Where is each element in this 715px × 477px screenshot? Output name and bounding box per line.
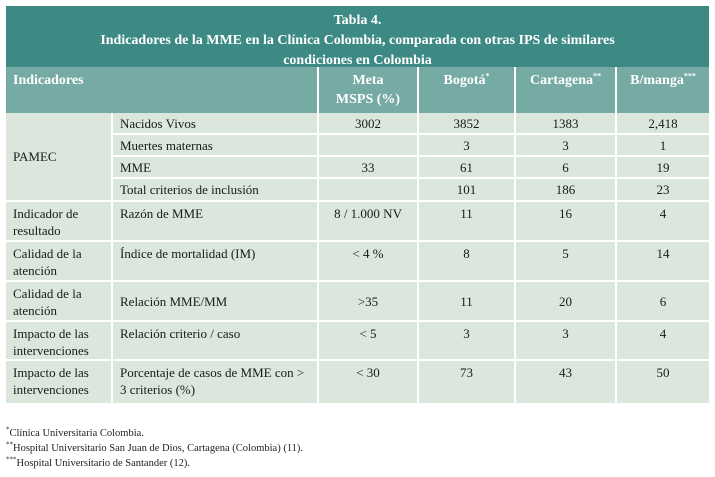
- header-cartagena-label: Cartagena: [530, 73, 594, 88]
- group-cell: Impacto de las intervenciones: [6, 361, 113, 405]
- bmanga-value: 4: [617, 322, 709, 361]
- footnote-mark: **: [6, 440, 13, 449]
- table-row: [6, 282, 709, 322]
- header-meta-line-2: MSPS (%): [335, 92, 401, 107]
- header-bogota: [419, 67, 516, 113]
- meta-value: >35: [319, 282, 419, 322]
- meta-value: < 5: [319, 322, 419, 361]
- header-row: [6, 67, 709, 113]
- meta-value: 3002: [319, 113, 419, 135]
- header-meta-line-1: Meta: [352, 73, 384, 88]
- header-bmanga-label: B/manga: [630, 73, 684, 88]
- table-row: [6, 242, 709, 282]
- cartagena-value: 16: [516, 202, 617, 242]
- indicator-label: Razón de MME: [113, 202, 319, 242]
- bogota-value: 73: [419, 361, 516, 405]
- bogota-value: 101: [419, 179, 516, 202]
- bmanga-value: 14: [617, 242, 709, 282]
- bogota-value: 11: [419, 282, 516, 322]
- meta-value: [319, 179, 419, 202]
- header-bmanga: [617, 67, 709, 113]
- table-number: Tabla 4.: [333, 13, 382, 28]
- table-title-line-2: condiciones en Colombia: [283, 53, 432, 68]
- table-row: [6, 361, 709, 405]
- meta-value: [319, 135, 419, 157]
- meta-value: < 4 %: [319, 242, 419, 282]
- footnote: [6, 426, 303, 441]
- cartagena-value: 1383: [516, 113, 617, 135]
- indicator-label: Relación MME/MM: [113, 282, 319, 322]
- bogota-value: 8: [419, 242, 516, 282]
- header-bmanga-mark: ***: [683, 71, 696, 81]
- footnotes: [6, 426, 303, 471]
- bmanga-value: 1: [617, 135, 709, 157]
- meta-value: 8 / 1.000 NV: [319, 202, 419, 242]
- bogota-value: 3: [419, 135, 516, 157]
- cartagena-value: 3: [516, 135, 617, 157]
- footnote: [6, 456, 303, 471]
- cartagena-value: 20: [516, 282, 617, 322]
- footnote-mark: ***: [6, 455, 17, 464]
- meta-value: < 30: [319, 361, 419, 405]
- indicator-label: Total criterios de inclusión: [113, 179, 319, 202]
- indicator-label: Muertes maternas: [113, 135, 319, 157]
- indicator-label: Porcentaje de casos de MME con > 3 criterios (%): [113, 361, 319, 405]
- bmanga-value: 23: [617, 179, 709, 202]
- indicator-label: Nacidos Vivos: [113, 113, 319, 135]
- header-bogota-label: Bogotá: [443, 73, 486, 88]
- group-cell: Calidad de la atención: [6, 242, 113, 282]
- footnote-text: Hospital Universitario San Juan de Dios, Cartagena (Colombia) (11).: [13, 443, 304, 454]
- bmanga-value: 19: [617, 157, 709, 179]
- meta-value: 33: [319, 157, 419, 179]
- table-title-line-1: Indicadores de la MME en la Clínica Colombia, comparada con otras IPS de similares: [100, 33, 615, 48]
- table-row: [6, 202, 709, 242]
- table-row: [6, 322, 709, 361]
- group-cell: Calidad de la atención: [6, 282, 113, 322]
- bmanga-value: 2,418: [617, 113, 709, 135]
- table-row: [6, 113, 709, 135]
- bmanga-value: 6: [617, 282, 709, 322]
- table-caption: [6, 6, 709, 67]
- cartagena-value: 186: [516, 179, 617, 202]
- footnote-text: Hospital Universitario de Santander (12).: [16, 458, 190, 469]
- indicator-label: Relación criterio / caso: [113, 322, 319, 361]
- table-figure: [6, 6, 709, 405]
- bogota-value: 61: [419, 157, 516, 179]
- indicator-label: MME: [113, 157, 319, 179]
- footnote: [6, 441, 303, 456]
- header-meta: [319, 67, 419, 113]
- bogota-value: 3: [419, 322, 516, 361]
- header-cartagena-mark: **: [593, 71, 602, 81]
- header-bogota-mark: *: [485, 71, 490, 81]
- header-indicadores: Indicadores: [6, 67, 319, 113]
- header-cartagena: [516, 67, 617, 113]
- footnote-text: Clínica Universitaria Colombia.: [9, 428, 144, 439]
- indicators-table: [6, 67, 709, 405]
- cartagena-value: 43: [516, 361, 617, 405]
- group-cell: Indicador de resultado: [6, 202, 113, 242]
- bogota-value: 11: [419, 202, 516, 242]
- bogota-value: 3852: [419, 113, 516, 135]
- cartagena-value: 3: [516, 322, 617, 361]
- cartagena-value: 5: [516, 242, 617, 282]
- footnote-mark: *: [6, 425, 10, 434]
- indicator-label: Índice de mortalidad (IM): [113, 242, 319, 282]
- group-cell: Impacto de las intervenciones: [6, 322, 113, 361]
- bmanga-value: 4: [617, 202, 709, 242]
- bmanga-value: 50: [617, 361, 709, 405]
- group-cell-pamec: PAMEC: [6, 113, 113, 202]
- cartagena-value: 6: [516, 157, 617, 179]
